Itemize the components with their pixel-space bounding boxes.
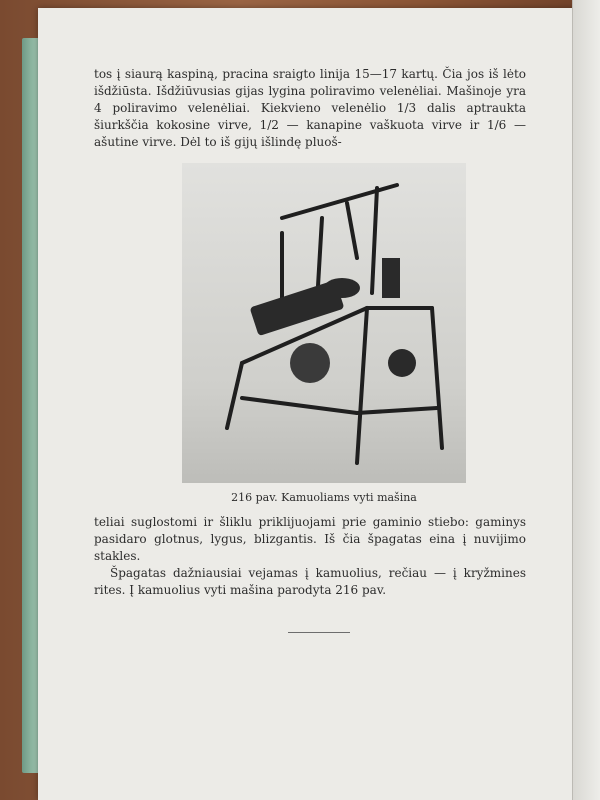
- top-paragraph-text: tos į siaurą kaspiną, pracina sraigto linija 15—17 kartų. Čia jos iš lėto išdžiūsta. Išdžiūvusias gijas lygina poliravimo velenėliai. Mašinoje yra 4 poliravimo velenėliai. Kiekvieno velenėlio 1/3 dalis aptraukta šiurkščia kokosine virve, 1/2 — kanapine vaškuota virve ir 1/6 — ašutine virve. Dėl to iš gijų išlindę pluoš-: [94, 67, 526, 149]
- machine-illustration: [182, 163, 466, 483]
- adjacent-page: [572, 0, 600, 800]
- bottom-paragraph-1: teliai suglostomi ir šliklu priklijuojami prie gaminio stiebo: gaminys pasidaro glotnus, lygus, blizgantis. Iš čia špagatas eina į nuvijimo stakles.: [94, 515, 526, 563]
- machine-drawing: [182, 163, 466, 483]
- bottom-paragraph-2: Špagatas dažniausiai vejamas į kamuolius, rečiau — į kryžmines rites. Į kamuolius vyti mašina parodyta 216 pav.: [94, 566, 526, 597]
- top-paragraph: [94, 66, 526, 151]
- figure-caption: 216 pav. Kamuoliams vyti mašina: [231, 491, 417, 504]
- bottom-paragraphs: [94, 514, 526, 599]
- section-divider: [288, 632, 350, 633]
